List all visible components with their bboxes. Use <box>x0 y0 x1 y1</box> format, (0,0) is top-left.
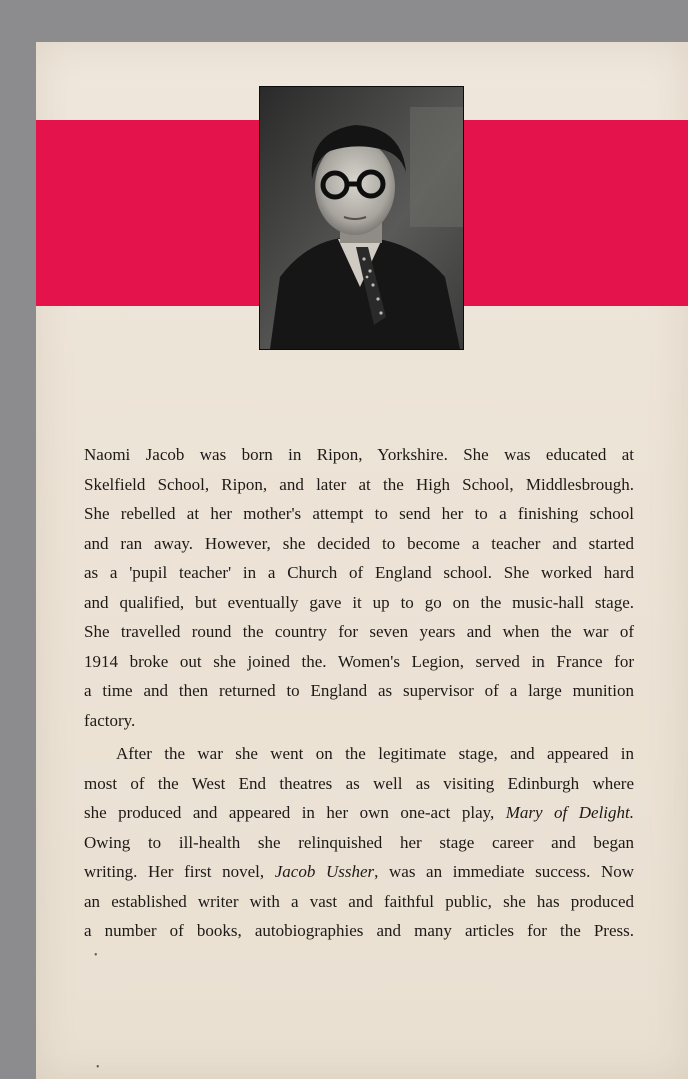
bio-line: Owing to ill-health she relinquished her stage career and began <box>84 832 634 852</box>
novel-title: Jacob Ussher <box>274 862 375 881</box>
play-title: Mary of Delight. <box>505 803 634 822</box>
bio-text: , was an immediate success. Now <box>374 862 634 881</box>
bio-line: a number of books, autobiographies and many articles for the Press. <box>84 921 634 940</box>
bio-line: and qualified, but eventually gave it up to go on the music-hall stage. <box>84 592 634 612</box>
bio-line: She travelled round the country for seven years and when the war of <box>84 622 634 641</box>
bio-line: an established writer with a vast and faithful public, she has produced <box>84 891 634 911</box>
bio-line <box>84 857 634 887</box>
bio-line: After the war she went on the legitimate stage, and appeared in <box>116 744 634 763</box>
portrait-image <box>260 87 463 349</box>
author-biography <box>84 440 634 946</box>
paper-speck: • <box>94 950 98 961</box>
bio-line: a time and then returned to England as supervisor of a large munition <box>84 681 634 700</box>
bio-line: and ran away. However, she decided to become a teacher and started <box>84 533 634 553</box>
bio-line <box>84 798 634 828</box>
bio-line: Naomi Jacob was born in Ripon, Yorkshire. She was educated at <box>84 445 634 464</box>
bio-text: writing. Her first novel, <box>84 862 265 881</box>
bio-line: 1914 broke out she joined the. Women's Legion, served in France for <box>84 651 634 671</box>
bio-line: as a 'pupil teacher' in a Church of England school. She worked hard <box>84 563 634 582</box>
bio-line: factory. <box>84 710 136 730</box>
bio-line: Skelfield School, Ripon, and later at the High School, Middlesbrough. <box>84 474 634 494</box>
paper-speck: • <box>96 1062 100 1073</box>
bio-line: She rebelled at her mother's attempt to send her to a finishing school <box>84 504 634 523</box>
bio-text: she produced and appeared in her own one-act play, <box>84 803 495 822</box>
bio-line: most of the West End theatres as well as visiting Edinburgh where <box>84 773 634 793</box>
author-portrait-photo <box>259 86 464 350</box>
